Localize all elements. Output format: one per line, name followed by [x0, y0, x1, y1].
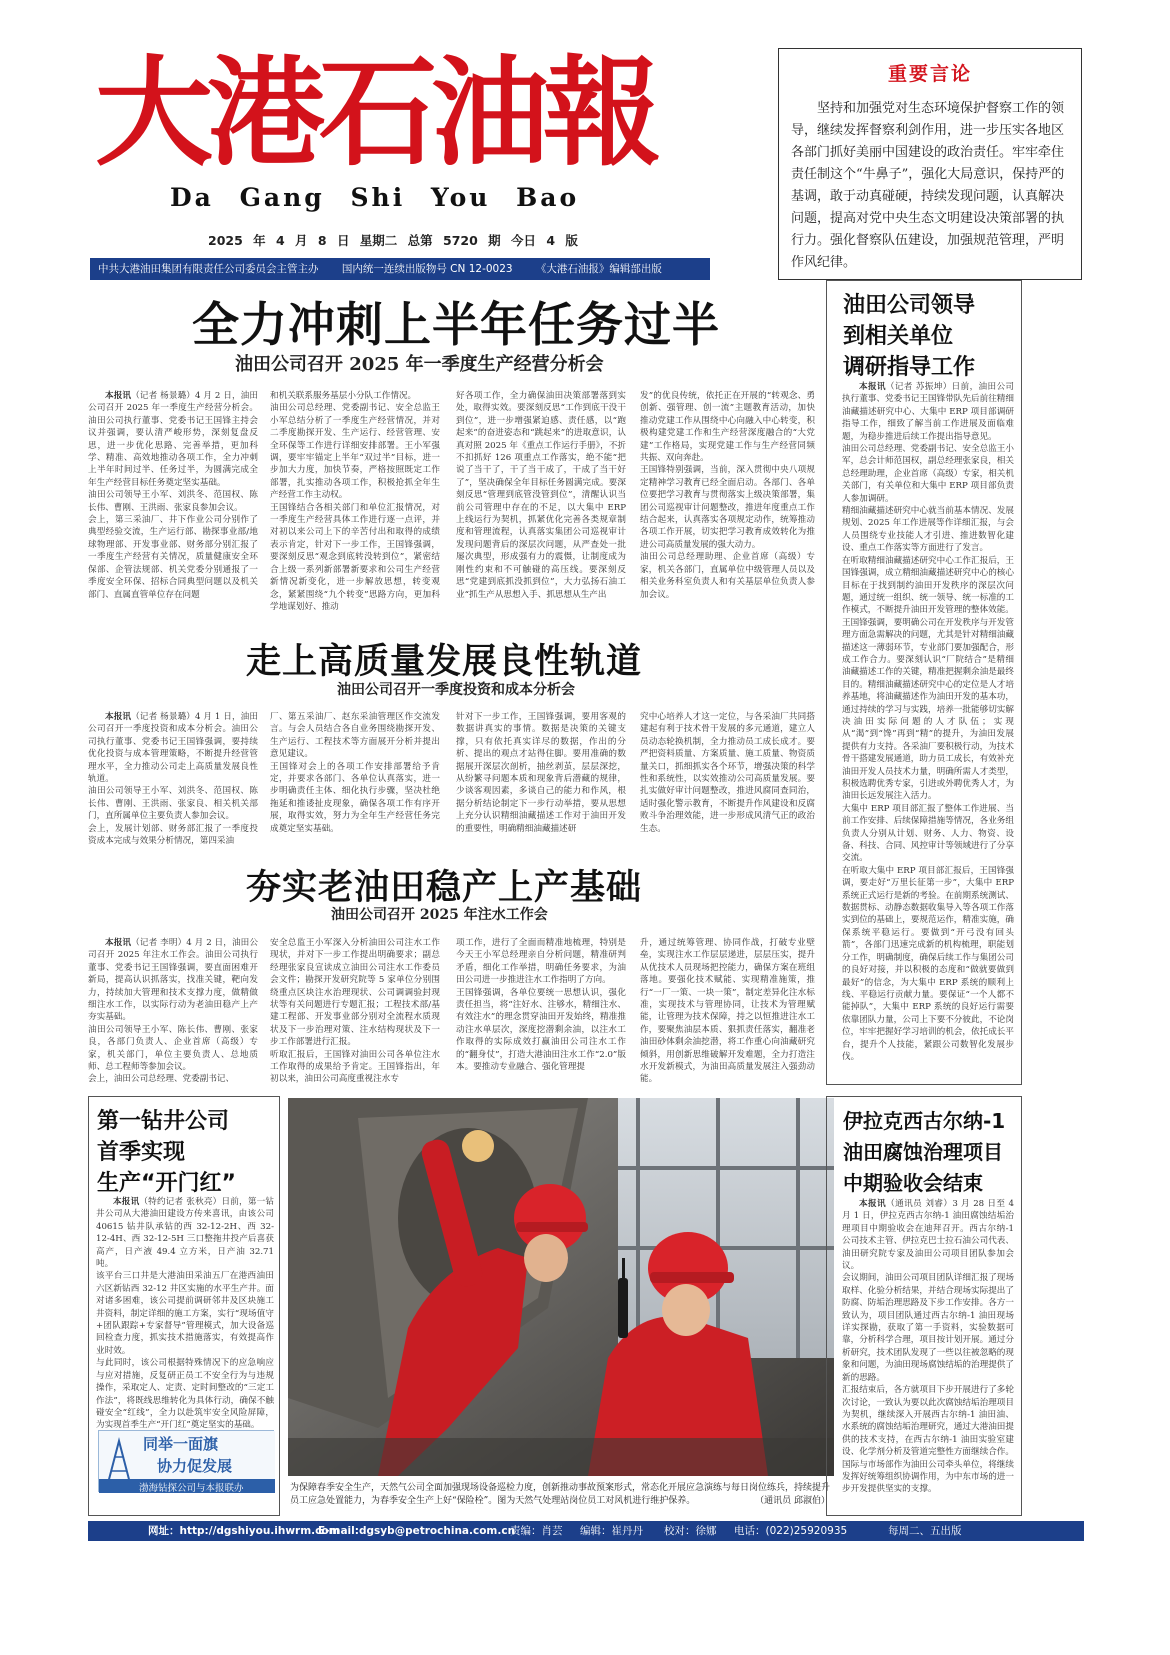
workers-maintenance-photo	[288, 1098, 834, 1476]
article2-col4: 究中心培养人才这一定位，与各采油厂共同搭建起有利于技术骨干发展的多元通道，建立人员动态轮换机制，全力推动员工成长成才。要严把资料质量、方案质量、施工质量、物资质量关口，抓细抓实各个环节，增强决策的科学性和系统性，以实效推动公司高质量发展。要扎实做好审计问题整改，推进风腐同查同治，适时强化警示教育，不断提升作风建设和反腐败斗争治理效能，进一步形成风清气正的政治生态。	[640, 712, 815, 834]
footer-schedule: 每周二、五出版	[888, 1525, 962, 1537]
sidebar1-title-line3: 调研指导工作	[843, 355, 976, 380]
article3-col1-text: （记者 李明）4 月 2 日，油田公司召开 2025 年注水工作会。油田公司执行董事、党委书记王国锋强调，要直面困难开新局，提高认识抓落实，找准关键，靶向发力，持续加大管理和技术支撑力度，做精做细注水工作，以实际行动为老油田稳产上产夯实基础。 油田公司领导王小军、陈长伟、曹刚、张家良，各部门负责人、企业首席（高级）专家，机关部门，单位主要负责人、总地质师、总工程师等参加会议。 会上，油田公司总经理、党委副书记、	[88, 938, 258, 1085]
news-photo	[288, 1098, 834, 1476]
photo-caption-text: 为保障春季安全生产，天然气公司全面加强现场设备巡检力度，创新推动事故预案形式，常态化开展应急演练与每日岗位练兵，持续提升员工应急处置能力，为春季安全生产上好“保险栓”。图为天然气处理站岗位员工对风机进行维护保养。	[290, 1483, 831, 1506]
footer-proofreader: 校对：徐娜	[664, 1525, 717, 1537]
article1-col1	[88, 390, 258, 618]
sidebar3-title	[843, 1106, 1019, 1199]
footer-editor: 责编：肖芸	[510, 1525, 563, 1537]
sidebar2-title-line3: 生产“开门红”	[97, 1171, 236, 1196]
publisher-issn: 国内统一连续出版物号 CN 12-0023	[341, 263, 513, 275]
footer-bar	[88, 1521, 1084, 1541]
publisher-sponsor: 中共大港油田集团有限责任公司委员会主管主办	[98, 263, 319, 275]
article2-headline: 走上高质量发展良性轨道	[246, 642, 643, 682]
article2-col1	[88, 711, 258, 847]
sidebar2-text	[96, 1196, 274, 1431]
publisher-editorial: 《大港石油报》编辑部出版	[535, 263, 662, 275]
footer-designer: 编辑：崔丹丹	[580, 1525, 643, 1537]
sidebar3-title-line1: 伊拉克西古尔纳-1	[843, 1109, 1006, 1133]
article1-col1-text: （记者 杨景璐）4 月 2 日，油田公司召开 2025 年一季度生产经营分析会。油田公司执行董事、党委书记王国锋主持会议并强调，要认清严峻形势，深刻复盘反思，进一步优化思路、完善举措，更加科学、精准、高效地推动各项工作，全力冲刺上半年时间过半、任务过半，为圆满完成全年生产经营目标任务奠定坚实基础。 油田公司领导王小军、刘洪冬、范国权、陈长伟、曹刚、王洪雨、张家良参加会议。 会上，第三采油厂、井下作业公司分别作了典型经验交流，生产运行部、勘探事业部/地球物理部、开发事业部、财务部分别汇报了一季度生产经营有关情况，质量健康安全环保部、企管法规部、机关党委分别通报了一季度安全环保、招标合同典型问题以及机关部门、直属直管单位存在问题	[88, 391, 258, 600]
article1-col2: 和机关联系服务基层小分队工作情况。 油田公司总经理、党委副书记、安全总监王小军总结分析了一季度生产经营情况，并对二季度勘探开发、生产运行、经营管理、安全环保等工作进行详细安排部署。王小军强调，要牢牢锚定上半年“双过半”目标，进一步加大力度，加快节奏，严格按照既定工作部署，扎实推动各项工作，积极抢抓全年生产经营工作主动权。 王国锋结合各相关部门和单位汇报情况，对一季度生产经营具体工作进行逐一点评，并对初以来公司上下的辛苦付出和取得的成绩表示肯定，针对下一步工作，王国锋强调，要深刻反思“观念到底转没转到位”，紧密结合上级一系列新部署新要求和公司生产经营新情况新变化，进一步解放思想，转变观念，紧紧围绕“九个转变”思路方向，更加科学地谋划好、推动	[270, 391, 440, 612]
publisher-bar	[90, 258, 710, 280]
article3-subhead: 油田公司召开 2025 年注水工作会	[331, 907, 548, 923]
sidebar1-title	[843, 290, 1013, 383]
sidebar1-title-line1: 油田公司领导	[843, 293, 976, 318]
sidebar2-title	[97, 1106, 275, 1199]
sidebar1-title-line2: 到相关单位	[843, 324, 954, 349]
ad-line2: 协力促发展	[157, 1457, 233, 1475]
footer-email[interactable]: E-mail:dgsyb@petrochina.com.cn	[318, 1525, 516, 1537]
article1-headline: 全力冲刺上半年任务过半	[192, 298, 720, 353]
article3-headline: 夯实老油田稳产上产基础	[246, 868, 643, 908]
sidebar3-lead: 本报讯	[859, 1199, 887, 1209]
article3-col3: 项工作，进行了全面而精准地梳理，特别是今天王小军总经理亲自分析问题，精准研判矛盾，细化工作举措，明确任务要求，为油田公司进一步推进注水工作指明了方向。 王国锋强调，各单位要统一思想认识，强化责任担当，将“注好水、注够水，精细注水、有效注水”的理念贯穿油田开发始终，精准推动注水单层次，深度挖潜剩余油，以注水工作取得的实际成效打赢油田公司注水工作的“翻身仗”，打造大港油田注水工作“2.0”版本。要推动专业融合、强化管理提	[456, 938, 626, 1073]
joint-promo-ad	[98, 1430, 274, 1492]
sidebar3-body: （通讯员 刘睿）3 月 28 日至 4 月 1 日，伊拉克西古尔纳-1 油田腐蚀结垢治理项目中期验收会在迪拜召开。西古尔纳-1 公司技术主管、伊拉克巴士拉石油公司代表、油田研究院专家及油田公司项目团队参加会议。 会议期间，油田公司项目团队详细汇报了现场取样、化验分析结果，并结合现场实际提出了防腐、防垢治理思路及下步工作安排。各方一致认为，项目团队通过西古尔纳-1 油田现场详实探勘，获取了第一手资料，实验数据可靠，分析科学合理，项目按计划开展。通过分析研究，技术团队发现了一些以往被忽略的现象和问题，为油田现场腐蚀结垢的治理提供了新的思路。 汇报结束后，各方就项目下步开展进行了多轮次讨论，一致认为要以此次腐蚀结垢治理项目为契机，继续深入开展西古尔纳-1 油田油、水系统的腐蚀结垢治理研究，通过大港油田提供的技术支持，在西古尔纳-1 油田实验室建设、化学剂分析及管道完整性方面继续合作。国际与市场部作为油田公司牵头单位，将继续发挥好统筹组织协调作用，为中东市场的进一步开发提供坚实的支撑。	[842, 1199, 1014, 1495]
article1-subhead: 油田公司召开 2025 年一季度生产经营分析会	[235, 354, 604, 375]
masthead-pinyin: Da Gang Shi You Bao	[170, 183, 580, 212]
footer-website[interactable]: 网址：http://dgshiyou.ihwrm.com	[148, 1525, 340, 1537]
article1-col4: 发”的优良传统，依托正在开展的“转观念、勇创新、强管理、创一流”主题教育活动，加快推动党建工作从围绕中心向融入中心转变，积极构建党建工作和生产经营深度融合的“大党建”工作格局，实现党建工作与生产经营同频共振、双向奔赴。 王国锋特别强调，当前，深入贯彻中央八项规定精神学习教育已经全面启动。各部门、各单位要把学习教育与贯彻落实上级决策部署，集团公司巡视审计问题整改，推进年度重点工作结合起来，认真落实各项规定动作，统筹推动各项工作开展，切实把学习教育成效转化为推进公司高质量发展的强大动力。 油田公司总经理助理、企业首席（高级）专家，机关各部门，直属单位中级管理人员以及相关业务科室负责人和有关基层单位负责人参加会议。	[640, 391, 815, 600]
article3-lead: 本报讯	[105, 938, 132, 948]
article1-lead: 本报讯	[105, 391, 132, 401]
sidebar3-title-line2: 油田腐蚀治理项目	[843, 1140, 1003, 1164]
masthead-title: 大港石油報	[95, 43, 656, 182]
article2-col3: 针对下一步工作，王国锋强调，要用客观的数据讲真实的事情。数据是决策的关键支撑，只有依托真实详尽的数据，作出的分析、提出的观点才站得住脚。要用准确的数据展开深层次剖析，抽丝剥茧，层层深挖，从纷繁寻问题本质和现象背后潜藏的规律，少谈客观因素，多谈自己的能力和作风，根据分析结论制定下一步行动举措，要从思想上充分认识精细油藏描述工作对于油田开发的重要性，明确精细油藏描述研	[456, 712, 626, 834]
sidebar2-title-line1: 第一钻井公司	[97, 1109, 230, 1134]
important-words-box	[778, 48, 1082, 280]
article3-col4: 升，通过统筹管理、协同作战，打破专业壁垒，实现注水工作层层递进，层层压实，提升从优技术人员现场把控能力，确保方案在班组落地。要强化技术赋能、实现精准施策，推行“一厂一策、一块一策”，制定差异化注水标准，实现技术与管理协同，让技术为管理赋能，让管理为技术保障，持之以恒推进注水工作，要聚焦油层本质、狠抓责任落实，翻准老油田砂体剩余油挖潜，将工作重心向油藏研究倾斜，用创新思维破解开发难题，全力打造注水开发新模式，为油田高质量发展注入强劲动能。	[640, 938, 815, 1085]
sidebar2-lead: 本报讯	[113, 1197, 140, 1207]
article2-col2: 厂、第五采油厂、赵东采油管理区作交流发言。与会人员结合各自业务围绕勘探开发、生产运行、工程技术等方面展开分析并提出意见建议。 王国锋对会上的各项工作安排部署给予肯定，并要求各部门、各单位认真落实，进一步明确责任主体、细化执行步骤，坚决杜绝拖延和推诿扯皮现象，确保各项工作有序开展，取得实效，努力为全年生产经营任务完成奠定坚实基础。	[270, 712, 440, 834]
article2-subhead: 油田公司召开一季度投资和成本分析会	[337, 682, 575, 698]
sidebar2-body: （特约记者 张秋亮）日前，第一钻井公司从大港油田建设方传来喜讯，由该公司 40615 钻井队承钻的西 32-12-2H、西 32-12-4H、西 32-12-5H 三口整拖井投产后喜获高产，日产液 49.4 立方米，日产油 32.71 吨。 该平台三口井是大港油田采油五厂在港西油田六区新钻西 32-12 井区实施的水平生产井。面对诸多困难，该公司提前调研邻井及区块施工井资料，制定详细的施工方案，实行“现场值守+团队跟踪+专家督导”管理模式，加大设备巡回检查力度，抓实技术措施落实，有效提高作业时效。 与此同时，该公司根据特殊情况下的应急响应与应对措施，反复研正员工不安全行为与违规操作，采取定人、定责、定时间整改的“三定工作法”，将既线思维转化为具体行动，确保不触碰安全“红线”，全力以赴筑牢安全风险屏障，为实现首季生产“开门红”奠定坚实的基础。	[96, 1197, 274, 1431]
sidebar1-text	[842, 381, 1014, 1078]
sidebar2-title-line2: 首季实现	[97, 1140, 186, 1165]
ad-line3: 渤海钻探公司与本报联办	[139, 1483, 244, 1494]
photo-caption	[290, 1482, 830, 1508]
sidebar3-text	[842, 1198, 1014, 1508]
article3-col2: 安全总监王小军深入分析油田公司注水工作现状，并对下一步工作提出明确要求；副总经理张家良宣读成立油田公司注水工作委员会文件；勘探开发研究院等 5 家单位分别围绕重点区块注水治理现状、公司调调验封现状等有关问题进行专题汇报；工程技术部/基建工程部、开发事业部分别对全流程水质现状及下一步治理对策、注水结构现状及下一步工作部署进行汇报。 听取汇报后，王国锋对油田公司各单位注水工作取得的成果给予肯定。王国锋指出，年初以来，油田公司高度重视注水专	[270, 938, 440, 1085]
article1-col3: 好各项工作，全力确保油田决策部署落到实处，取得实效。要深刻反思“工作到底干没干到位”，进一步增强紧迫感、责任感，以“跑起来”的奋进姿态和“跳起来”的进取意识，认真对照 2025 年《重点工作运行手册》，不折不扣抓好 126 项重点工作落实，绝不能“把说了当干了，干了当干成了，干成了当干好了”，坚决确保全年目标任务圆满完成。要深刻反思“管理到底管没管到位”，清醒认识当前公司管理中存在的不足，以大集中 ERP 上线运行为契机，抓紧优化完善各类规章制度和管理流程，认真落实集团公司巡视审计发现问题背后的深层次问题，从严查处一批屡次典型，形成强有力的震慑，让制度成为刚性约束和不可触碰的高压线。要深刻反思“党建到底抓没抓到位”，大力弘扬石油工业“抓生产从思想入手、抓思想从生产出	[456, 391, 626, 600]
ad-line1: 同举一面旗	[143, 1435, 219, 1453]
footer-phone: 电话：(022)25920935	[734, 1525, 848, 1537]
article3-col1	[88, 937, 258, 1087]
sidebar3-title-line3: 中期验收会结束	[843, 1171, 983, 1195]
article2-lead: 本报讯	[105, 712, 132, 722]
important-words-title: 重要言论	[887, 63, 972, 85]
photo-credit: （通讯员 邱淑伯）	[755, 1496, 830, 1506]
article2-col1-text: （记者 杨景璐）4 月 1 日，油田公司召开一季度投资和成本分析会。油田公司执行董事、党委书记王国锋强调，要持续优化投资与成本管理策略，不断提升经营管理水平，全力推动公司走上高质量发展良性轨道。 油田公司领导王小军、刘洪冬、范国权、陈长伟、曹刚、王洪雨、张家良、相关机关部门，直所属单位主要负责人参加会议。 会上，发展计划部、财务部汇报了一季度投资成本完成与效果分析情况，第四采油	[88, 712, 258, 847]
sidebar1-body: （记者 苏振坤）日前，油田公司执行董事、党委书记王国锋带队先后前往精细油藏描述研究中心、大集中 ERP 项目部调研指导工作，细致了解当前工作进展及面临难题，为稳步推进后续工作提出指导意见。 油田公司总经理、党委副书记、安全总监王小军，总会计师范国权，副总经理张家良，相关总经理助理，企业首席（高级）专家，相关机关部门，有关单位和大集中 ERP 项目部负责人参加调研。 精细油藏描述研究中心就当前基本情况、发展规划、2025 年工作进展等作详细汇报，与会人员围绕专业技能人才引进、推进数智化建设、重点工作落实等方面进行了发言。 在听取精细油藏描述研究中心工作汇报后，王国锋强调，成立精细油藏描述研究中心的核心目标在于找到制约油田开发秩序的深层次问题，通过统一组织、统一领导、统一标准的工作模式，不断提升油田开发管理的整体效能。 王国锋强调，要明确公司在开发秩序与开发管理方面急需解决的问题，尤其是针对精细油藏描述这一薄弱环节，专业部门要加强配合，形成工作合力。要深刻认识“厂院结合”是精细油藏描述工作的关键，精准把握剩余油是最终目的。精细油藏描述研究中心的定位是人才培养基地，将油藏描述作为油田开发的基本功，通过持续的学习与实践，培养一批能够切实解决油田实际问题的人才队伍；实现从“渴”到“馋”再到“精”的提升，为油田发展提供有力支持。各采油厂要积极行动，为技术骨干搭建发展通道，助力员工成长，有效补充油田开发人员技术力量，明确所需人才类型，积极选聘优秀专家，引进或外聘优秀人才，为油田长远发展注入活力。 大集中 ERP 项目部汇报了整体工作进展、当前工作安排、后续保障措施等情况，各业务组负责人分别从计划、财务、人力、物资、设备、科技、合同、风控审计等领域进行了分享交流。 在听取大集中 ERP 项目部汇报后，王国锋强调，要走好“万里长征第一步”，大集中 ERP 系统正式运行是新的考验。在前期系统测试、数据贯标、动静态数据收集导入等各项工作落实到位的基础上，要规范运作，精准实施，确保系统平稳运行。要做到“开弓没有回头箭”，各部门迅速完成新的机构梳理，职能划分工作，明确制度，确保后续工作与集团公司的良好对接，并以积极的态度和“做就要做到最好”的信念，为大集中 ERP 系统的顺利上线、平稳运行贡献力量。要保证“一个人都不能掉队”，大集中 ERP 系统的良好运行需要依靠团队力量，公司上下要不分彼此，不论岗位，牢牢把握好学习培训的机会，依托成长平台，提升个人技能，紧跟公司数智化发展步伐。	[842, 382, 1014, 1062]
important-words-text: 坚持和加强党对生态环境保护督察工作的领导，继续发挥督察利剑作用，进一步压实各地区各部门抓好美丽中国建设的政治责任。牢牢牵住责任制这个“牛鼻子”，强化大局意识，保持严的基调，敢于动真碰硬，持续发现问题，认真解决问题，提高对党中央生态文明建设决策部署的执行力。强化督察队伍建设，加强规范管理，严明作风纪律。	[791, 101, 1065, 270]
sidebar1-lead: 本报讯	[859, 382, 886, 392]
issue-date-line: 2025 年 4 月 8 日 星期二 总第 5720 期 今日 4 版	[208, 233, 578, 248]
